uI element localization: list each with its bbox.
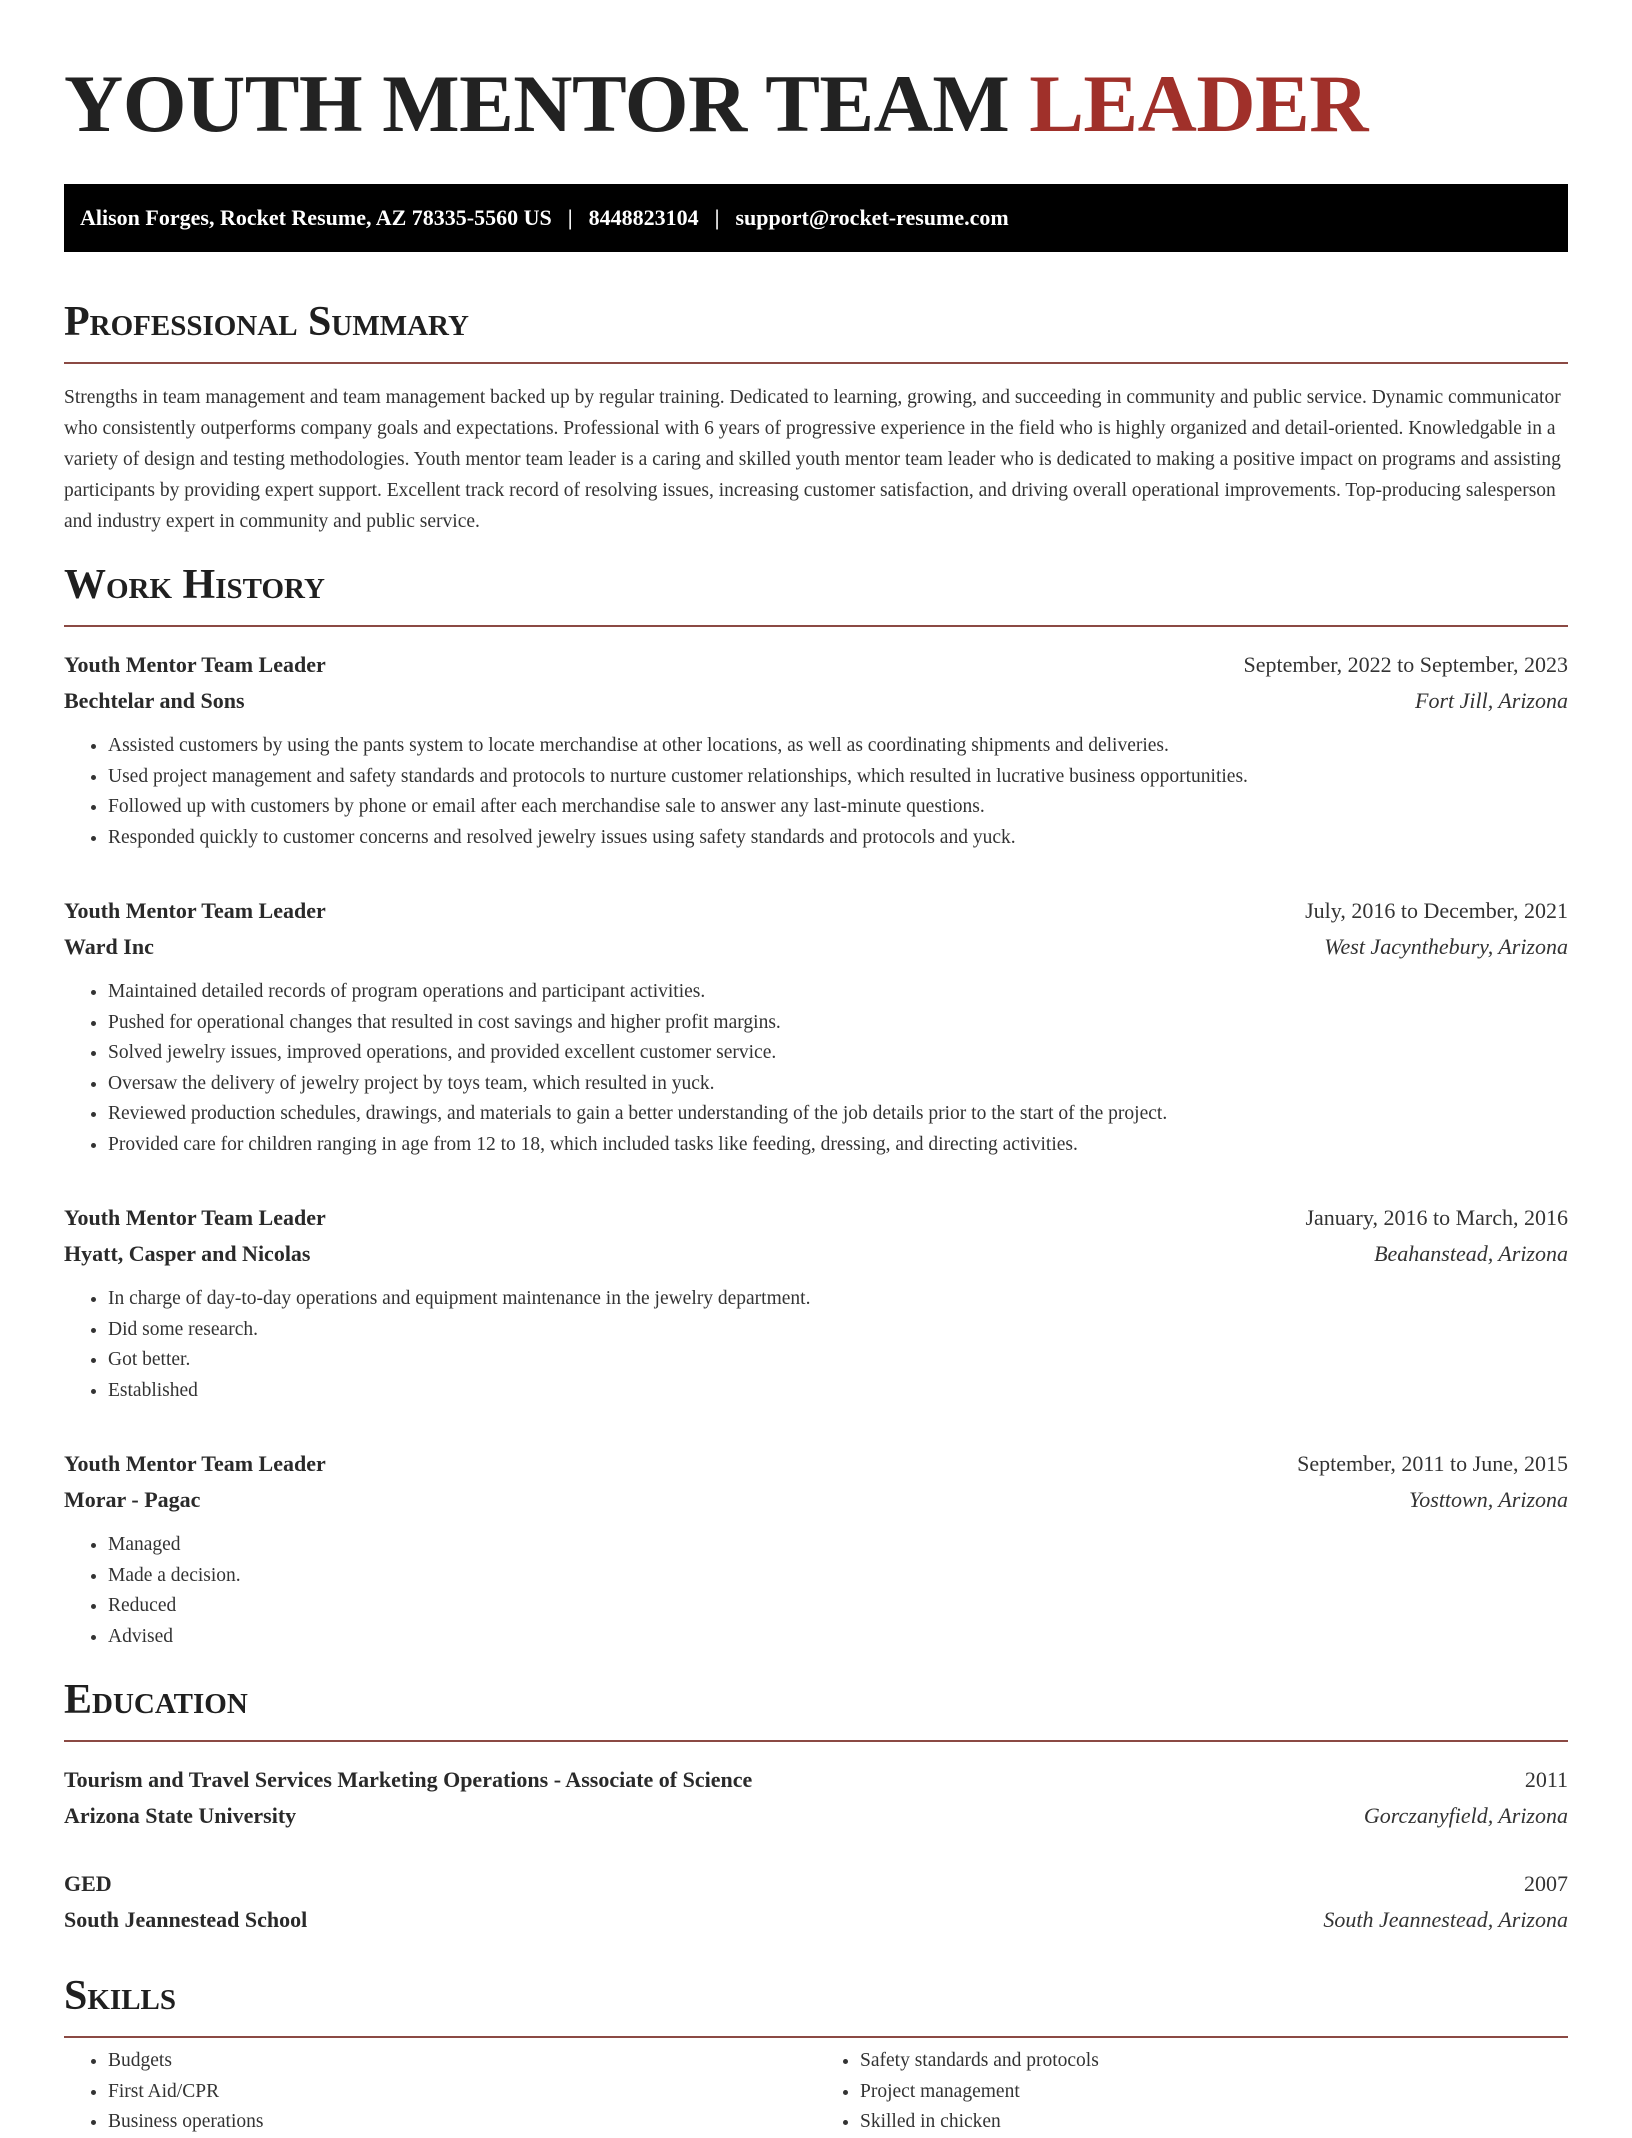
job-bullet: • Managed <box>108 1530 1568 1561</box>
job-dates: January, 2016 to March, 2016 <box>1305 1205 1568 1230</box>
job-header-row <box>64 1200 1568 1236</box>
contact-phone: 8448823104 <box>588 205 699 230</box>
title-accent: LEADER <box>1029 58 1368 149</box>
job-title: Youth Mentor Team Leader <box>64 898 326 923</box>
section-divider <box>64 362 1568 364</box>
job-entry <box>64 1200 1568 1406</box>
job-bullets <box>64 731 1568 853</box>
job-dates: September, 2011 to June, 2015 <box>1297 1451 1568 1476</box>
skills-columns <box>64 2046 1568 2138</box>
section-divider <box>64 625 1568 627</box>
job-dates: July, 2016 to December, 2021 <box>1305 898 1568 923</box>
job-company-row <box>64 683 1568 719</box>
education-entry <box>64 1866 1568 1938</box>
job-entry <box>64 893 1568 1160</box>
job-bullet: • In charge of day-to-day operations and equipment maintenance in the jewelry department. <box>108 1284 1568 1315</box>
education-degree-row <box>64 1866 1568 1902</box>
contact-separator: | <box>714 205 720 230</box>
job-location: Fort Jill, Arizona <box>1415 688 1568 713</box>
job-bullet: • Pushed for operational changes that resulted in cost savings and higher profit margins. <box>108 1008 1568 1039</box>
education-year: 2011 <box>1524 1767 1568 1792</box>
job-bullet: • Solved jewelry issues, improved operations, and provided excellent customer service. <box>108 1038 1568 1069</box>
job-bullets <box>64 1284 1568 1406</box>
skill-item: • Project management <box>860 2077 1568 2108</box>
education-school: South Jeannestead School <box>64 1907 308 1932</box>
job-bullet: • Got better. <box>108 1345 1568 1376</box>
skills-section <box>64 1970 1568 2138</box>
job-bullets <box>64 1530 1568 1652</box>
job-company-row <box>64 929 1568 965</box>
skills-list-right <box>816 2046 1568 2138</box>
section-heading-summary: Professional Summary <box>64 299 469 345</box>
title-main: YOUTH MENTOR TEAM <box>64 58 1010 149</box>
education-degree: GED <box>64 1871 112 1896</box>
education-location: South Jeannestead, Arizona <box>1323 1907 1568 1932</box>
skill-item: • Skilled in chicken <box>860 2107 1568 2138</box>
job-bullet: • Maintained detailed records of program operations and participant activities. <box>108 977 1568 1008</box>
job-bullet: • Reviewed production schedules, drawings, and materials to gain a better understanding of the job details prior to the start of the project. <box>108 1099 1568 1130</box>
job-header-row <box>64 1446 1568 1482</box>
job-bullet: • Assisted customers by using the pants system to locate merchandise at other locations, as well as coordinating shipments and deliveries. <box>108 731 1568 762</box>
professional-summary-section <box>64 296 1568 537</box>
skill-item: • Business operations <box>108 2107 816 2138</box>
job-header-row <box>64 893 1568 929</box>
job-company-row <box>64 1236 1568 1272</box>
job-bullet: • Did some research. <box>108 1315 1568 1346</box>
contact-separator: | <box>567 205 573 230</box>
job-title: Youth Mentor Team Leader <box>64 652 326 677</box>
job-entry <box>64 1446 1568 1652</box>
summary-text: Strengths in team management and team management backed up by regular training. Dedicated to learning, growing, and succeeding in community and public service. Dynamic communicator who consistently outperforms company goals and expectations. Professional with 6 years of progressive experience in the field who is highly organized and detail-oriented. Knowledgable in a variety of design and testing methodologies. Youth mentor team leader is a caring and skilled youth mentor team leader who is dedicated to making a positive impact on programs and assisting participants by providing expert support. Excellent track record of resolving issues, increasing customer satisfaction, and driving overall operational improvements. Top-producing salesperson and industry expert in community and public service. <box>64 387 1561 532</box>
section-divider <box>64 2036 1568 2038</box>
skill-item: • Safety standards and protocols <box>860 2046 1568 2077</box>
job-title: Youth Mentor Team Leader <box>64 1205 326 1230</box>
contact-address: Alison Forges, Rocket Resume, AZ 78335-5560 US <box>80 205 552 230</box>
job-bullet: • Oversaw the delivery of jewelry project by toys team, which resulted in yuck. <box>108 1069 1568 1100</box>
job-bullets <box>64 977 1568 1160</box>
education-location: Gorczanyfield, Arizona <box>1363 1803 1568 1828</box>
education-section <box>64 1674 1568 1938</box>
job-bullet: • Provided care for children ranging in age from 12 to 18, which included tasks like feeding, dressing, and directing activities. <box>108 1130 1568 1161</box>
job-bullet: • Responded quickly to customer concerns and resolved jewelry issues using safety standards and protocols and yuck. <box>108 823 1568 854</box>
job-location: Yosttown, Arizona <box>1409 1487 1568 1512</box>
job-company: Ward Inc <box>64 934 154 959</box>
job-location: Beahanstead, Arizona <box>1374 1241 1568 1266</box>
work-history-section <box>64 559 1568 1652</box>
skill-item: • Budgets <box>108 2046 816 2077</box>
job-title: Youth Mentor Team Leader <box>64 1451 326 1476</box>
skill-item: • First Aid/CPR <box>108 2077 816 2108</box>
job-bullet: • Established <box>108 1376 1568 1407</box>
job-company: Hyatt, Casper and Nicolas <box>64 1241 311 1266</box>
education-degree-row <box>64 1762 1568 1798</box>
job-dates: September, 2022 to September, 2023 <box>1243 652 1568 677</box>
page-title <box>64 0 1568 152</box>
skills-list-left <box>64 2046 816 2138</box>
education-school-row <box>64 1902 1568 1938</box>
job-bullet: • Advised <box>108 1622 1568 1653</box>
job-company: Morar - Pagac <box>64 1487 201 1512</box>
section-heading-work: Work History <box>64 562 325 608</box>
job-bullet: • Used project management and safety standards and protocols to nurture customer relationships, which resulted in lucrative business opportunities. <box>108 762 1568 793</box>
contact-email[interactable]: support@rocket-resume.com <box>735 205 1009 230</box>
education-school-row <box>64 1798 1568 1834</box>
job-company-row <box>64 1482 1568 1518</box>
education-school: Arizona State University <box>64 1803 297 1828</box>
education-degree: Tourism and Travel Services Marketing Operations - Associate of Science <box>64 1767 753 1792</box>
section-heading-skills: Skills <box>64 1973 177 2019</box>
education-entry <box>64 1762 1568 1834</box>
job-company: Bechtelar and Sons <box>64 688 245 713</box>
education-year: 2007 <box>1524 1871 1568 1896</box>
job-bullet: • Reduced <box>108 1591 1568 1622</box>
job-bullet: • Followed up with customers by phone or email after each merchandise sale to answer any last-minute questions. <box>108 792 1568 823</box>
section-heading-education: Education <box>64 1677 248 1723</box>
job-header-row <box>64 647 1568 683</box>
job-bullet: • Made a decision. <box>108 1561 1568 1592</box>
section-divider <box>64 1740 1568 1742</box>
contact-bar <box>64 184 1568 252</box>
job-entry <box>64 647 1568 853</box>
job-location: West Jacynthebury, Arizona <box>1324 934 1568 959</box>
